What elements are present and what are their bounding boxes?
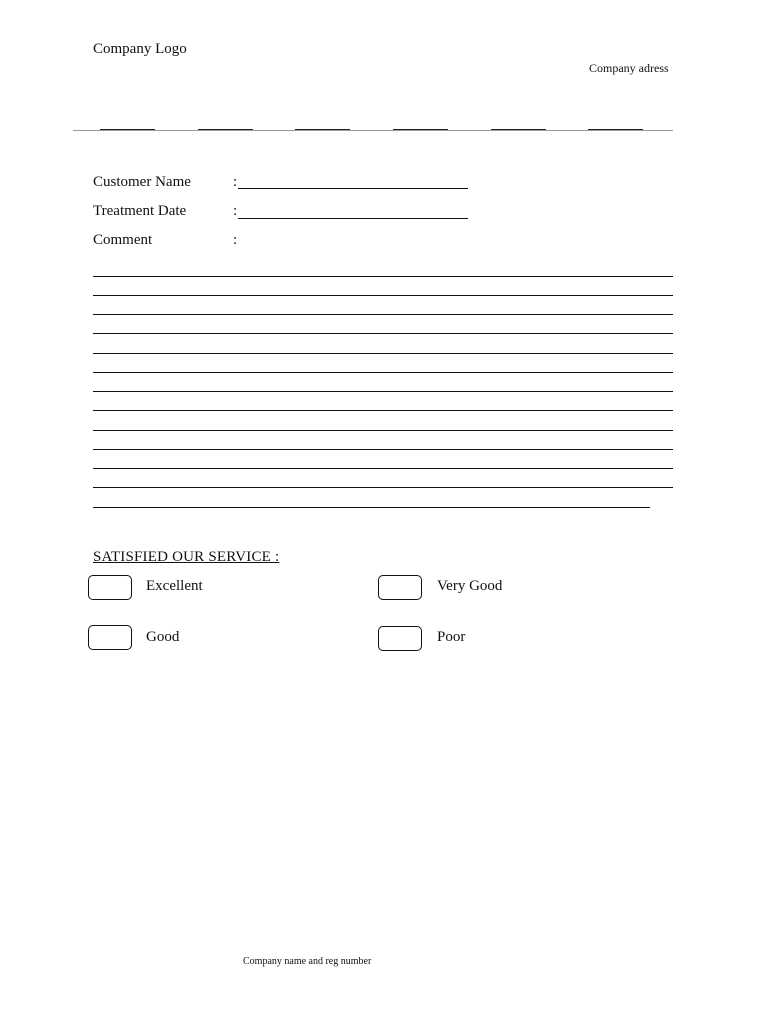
comment-line[interactable] (93, 353, 673, 354)
comment-label: Comment (93, 232, 153, 248)
comment-line[interactable] (93, 314, 673, 315)
comment-colon: : (233, 232, 238, 248)
treatment-date-colon: : (233, 203, 238, 219)
comment-line[interactable] (93, 430, 673, 431)
treatment-date-label: Treatment Date (93, 203, 187, 219)
company-address: Company adress (589, 61, 669, 75)
poor-checkbox[interactable] (378, 626, 422, 651)
comment-line[interactable] (93, 295, 673, 296)
comment-line[interactable] (93, 391, 673, 392)
footer-company-info: Company name and reg number (243, 956, 372, 967)
customer-name-label: Customer Name (93, 174, 191, 190)
customer-name-colon: : (233, 174, 238, 190)
good-label: Good (146, 629, 180, 645)
very-good-label: Very Good (437, 578, 503, 594)
comment-line[interactable] (93, 333, 673, 334)
comment-line[interactable] (93, 276, 673, 277)
comment-line[interactable] (93, 487, 673, 488)
comment-line[interactable] (93, 410, 673, 411)
excellent-checkbox[interactable] (88, 575, 132, 600)
excellent-label: Excellent (146, 578, 203, 594)
very-good-checkbox[interactable] (378, 575, 422, 600)
comment-line[interactable] (93, 449, 673, 450)
customer-name-field[interactable] (238, 188, 468, 189)
header-divider (73, 130, 673, 131)
comment-line[interactable] (93, 372, 673, 373)
treatment-date-field[interactable] (238, 218, 468, 219)
poor-label: Poor (437, 629, 466, 645)
company-logo-placeholder: Company Logo (93, 41, 187, 57)
satisfaction-title: SATISFIED OUR SERVICE : (93, 549, 280, 565)
good-checkbox[interactable] (88, 625, 132, 650)
comment-line[interactable] (93, 468, 673, 469)
comment-line[interactable] (93, 507, 650, 508)
